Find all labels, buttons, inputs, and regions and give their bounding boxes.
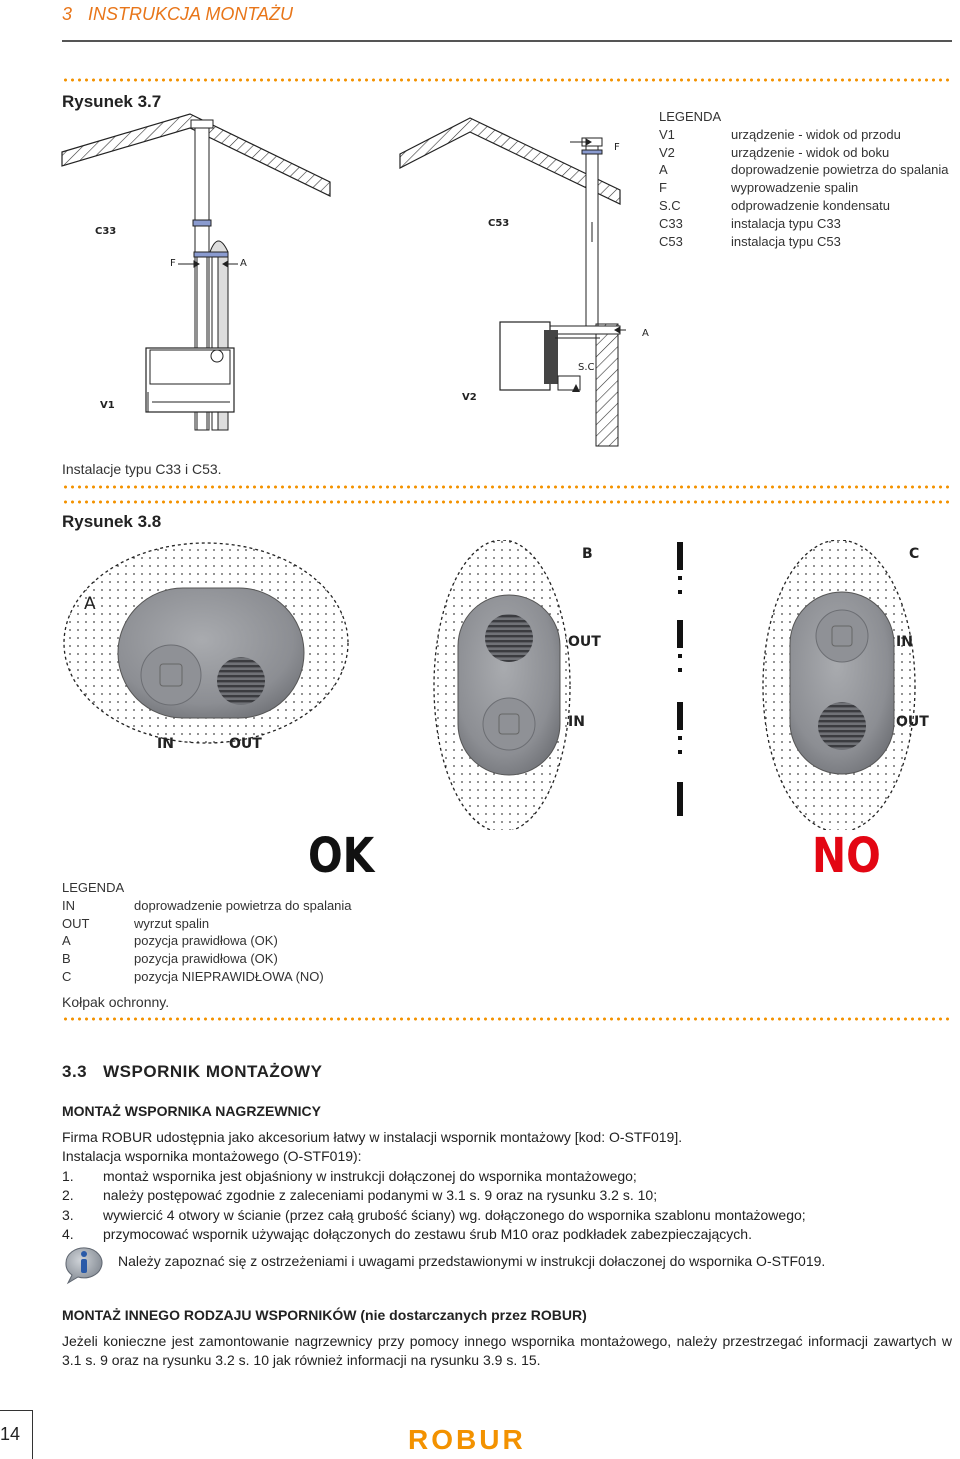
legend-row: V1 urządzenie - widok od przodu <box>659 126 901 142</box>
legend-row: A doprowadzenie powietrza do spalania <box>659 162 949 178</box>
label-a-left: A <box>240 258 247 269</box>
steps-list <box>62 1167 952 1245</box>
figure-37-title: Rysunek 3.7 <box>62 92 162 111</box>
cap-position-c <box>763 540 915 830</box>
legend-row: A pozycja prawidłowa (OK) <box>62 933 278 949</box>
figure-38-legend <box>62 879 352 986</box>
chapter-number: 3 <box>62 4 73 24</box>
legend-title: LEGENDA <box>659 109 722 124</box>
chapter-header <box>62 4 293 25</box>
page-number: 14 <box>0 1424 21 1444</box>
section-title <box>62 1062 322 1082</box>
legend-row: B pozycja prawidłowa (OK) <box>62 951 278 967</box>
wall <box>596 324 618 446</box>
cap-position-b <box>434 540 570 830</box>
chapter-title: INSTRUKCJA MONTAŻU <box>88 4 294 24</box>
figure-38-drawing <box>60 540 952 830</box>
info-icon <box>62 1245 106 1285</box>
label-sc: S.C <box>578 362 595 373</box>
separator-line <box>677 542 683 816</box>
dotted-divider <box>62 500 952 504</box>
header-rule <box>62 40 952 42</box>
section-heading: WSPORNIK MONTAŻOWY <box>103 1062 323 1081</box>
subsection-title-1: MONTAŻ WSPORNIKA NAGRZEWNICY <box>62 1103 321 1119</box>
figure-37-legend <box>659 108 949 250</box>
label-c53: C53 <box>488 218 510 229</box>
legend-row: IN doprowadzenie powietrza do spalania <box>62 897 352 913</box>
section-number: 3.3 <box>62 1062 88 1081</box>
label-v2: V2 <box>462 392 477 403</box>
label-v1: V1 <box>100 400 115 411</box>
list-item: 4. przymocować wspornik używając dołączonych do zestawu śrub M10 oraz podkładek zabezpieczających. <box>62 1226 752 1243</box>
label-out-c: OUT <box>896 714 929 730</box>
paragraph: Jeżeli konieczne jest zamontowanie nagrzewnicy przy pomocy innego wspornika montażowego, należy przestrzegać informacji zawartych w 3.1 s. 9 oraz na rysunku 3.2 s. 10 jak również informacji na rysunku 3.9 s. 15. <box>62 1333 952 1369</box>
legend-row: V2 urządzenie - widok od boku <box>659 144 890 160</box>
cap-position-a <box>64 543 348 743</box>
list-item: 3. wywiercić 4 otwory w ścianie (przez całą grubość ściany) wg. dołączonego do wspornika szablonu montażowego; <box>62 1206 806 1223</box>
unit-v1 <box>146 348 234 412</box>
figure-38-caption: Kołpak ochronny. <box>62 994 170 1010</box>
figure-37-drawing <box>60 112 650 452</box>
list-item: 1. montaż wspornika jest objaśniony w instrukcji dołączonej do wspornika montażowego; <box>62 1167 637 1184</box>
no-label: NO <box>812 828 881 884</box>
dotted-divider <box>62 78 952 82</box>
label-f-left: F <box>170 258 176 269</box>
ok-label: OK <box>308 828 375 884</box>
dotted-divider <box>62 485 952 489</box>
legend-row: OUT wyrzut spalin <box>62 915 210 931</box>
figure-38-title: Rysunek 3.8 <box>62 512 162 531</box>
legend-title: LEGENDA <box>62 880 125 895</box>
label-position-c: C <box>909 546 920 562</box>
label-out-a: OUT <box>229 736 262 752</box>
note-text: Należy zapoznać się z ostrzeżeniami i uwagami przedstawionymi w instrukcji dołaczonej do wspornika O-STF019. <box>118 1253 826 1269</box>
label-f-right: F <box>614 142 620 153</box>
legend-row: S.C odprowadzenie kondensatu <box>659 197 891 213</box>
flue-c53 <box>582 138 602 326</box>
legend-row: F wyprowadzenie spalin <box>659 180 859 196</box>
legend-row: C33 instalacja typu C33 <box>659 215 841 231</box>
brand-logo: ROBUR <box>408 1424 526 1455</box>
list-item: 2. należy postępować zgodnie z zaleceniami podanymi w 3.1 s. 9 oraz na rysunku 3.2 s. 10; <box>62 1187 658 1204</box>
label-out-b: OUT <box>568 634 601 650</box>
label-a-right: A <box>642 328 649 339</box>
legend-row: C pozycja NIEPRAWIDŁOWA (NO) <box>62 968 324 984</box>
label-in-c: IN <box>896 634 913 650</box>
label-c33: C33 <box>95 226 117 237</box>
label-position-b: B <box>582 546 593 562</box>
paragraph: Instalacja wspornika montażowego (O-STF019): <box>62 1148 362 1165</box>
label-position-a: A <box>84 594 96 614</box>
label-in-a: IN <box>157 736 174 752</box>
dotted-divider <box>62 1017 952 1021</box>
subsection-title-2: MONTAŻ INNEGO RODZAJU WSPORNIKÓW (nie dostarczanych przez ROBUR) <box>62 1307 587 1323</box>
label-in-b: IN <box>568 714 585 730</box>
section-body <box>62 1128 952 1244</box>
figure-37-caption: Instalacje typu C33 i C53. <box>62 461 222 477</box>
paragraph: Firma ROBUR udostępnia jako akcesorium łatwy w instalacji wspornik montażowy [kod: O-STF019]. <box>62 1129 683 1145</box>
air-pipe <box>548 326 620 334</box>
legend-row: C53 instalacja typu C53 <box>659 233 841 249</box>
